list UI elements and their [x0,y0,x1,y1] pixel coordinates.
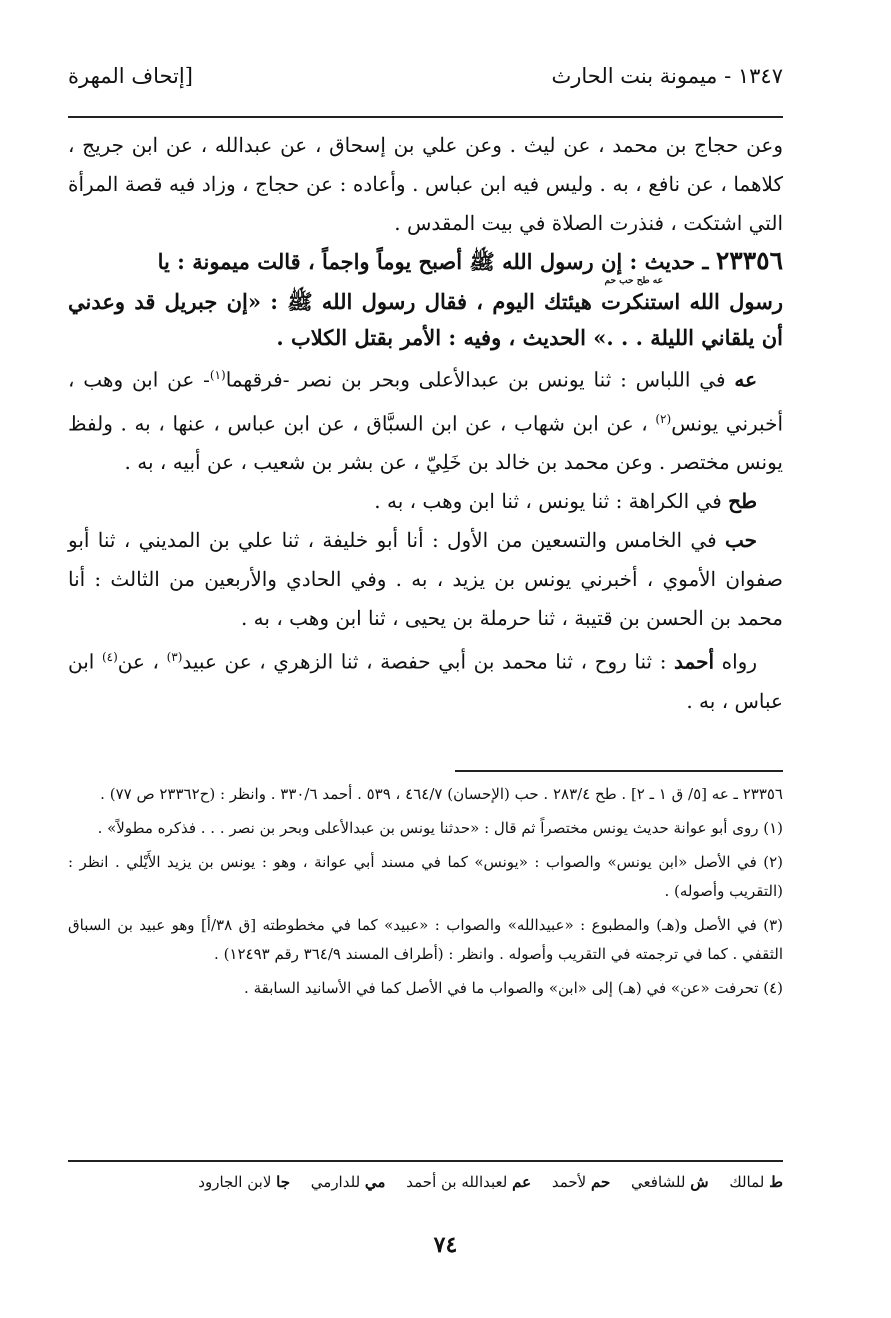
paragraph-ahmad [68,638,783,721]
hadith-heading [68,243,783,356]
footnote-marker-4[interactable]: (٤) [101,650,118,665]
paragraph-ah-text-a: في اللباس : ثنا يونس بن عبدالأعلى وبحر بن نصر -فرقهما [225,367,726,392]
paragraph-hb [68,521,783,638]
legend-item [406,1173,531,1191]
siglum-tah: طح [728,489,757,514]
hadith-label: ـ حديث : [629,249,709,274]
paragraph-ah-text-c: ، عن ابن شهاب ، عن ابن السبَّاق ، عن ابن عباس ، عنها ، به . ولفظ يونس مختصر . وعن محمد بن خالد بن خَلِيّ ، عن بشر بن شعيب ، عن أبيه ، به . [68,411,783,475]
legend-name: للشافعي [631,1173,686,1191]
hadith-text-first-line: إن رسول الله ﷺ أصبح يوماً واجماً ، قالت ميمونة : يا [157,249,623,274]
paragraph-ah-text-b: - عن ابن وهب ، أخبرني يونس [68,367,784,436]
siglum-ahmad: أحمد [674,649,715,674]
legend-code: مي [364,1173,386,1191]
legend-item [631,1173,709,1191]
paragraph-tah-text: في الكراهة : ثنا يونس ، ثنا ابن وهب ، به . [374,489,722,514]
footnote-3: (٣) في الأصل و(هـ) والمطبوع : «عبيدالله» والصواب : «عبيد» كما في مخطوطته [ق ٣٨/أ] وهو عبيد بن السباق الثقفي . كما في ترجمته في التقريب وأصوله . وانظر : (أطراف المسند ٣٦٤/٩ رقم ١٢٤٩٣) . [68,916,783,963]
legend-code: ش [690,1173,709,1191]
legend-name: للدارمي [310,1173,361,1191]
footnote-2: (٢) في الأصل «ابن يونس» والصواب : «يونس» كما في مسند أبي عوانة ، وهو : يونس بن يزيد الأَيْلي . انظر : (التقريب وأصوله) . [68,853,783,900]
legend-name: لأحمد [551,1173,587,1191]
legend-item [311,1173,386,1191]
main-text [68,126,783,721]
footnote-source: ٢٣٣٥٦ ـ عه [٥/ ق ١ ـ ٢] . طح ٢٨٣/٤ . حب (الإحسان) ٤٦٤/٧ ، ٥٣٩ . أحمد ٣٣٠/٦ . وانظر : (ح٢٣٣٦٢ ص ٧٧) . [100,785,783,803]
header-rule [68,116,783,118]
footnote-rule [455,770,783,772]
paragraph-hb-text: في الخامس والتسعين من الأول : أنا أبو خليفة ، ثنا علي بن المديني ، ثنا أبو صفوان الأموي ، أخبرني يونس بن يزيد ، به . وفي الحادي والأربعين من الثالث : أنا محمد بن الحسن بن قتيبة ، ثنا حرملة بن يحيى ، ثنا ابن وهب ، به . [68,528,783,631]
footnote-marker-2[interactable]: (٢) [655,411,672,426]
legend-code: حم [590,1173,611,1191]
legend-code: ط [769,1173,783,1191]
legend-name: لعبدالله بن أحمد [406,1173,508,1191]
paragraph-ah [68,356,783,482]
running-header-title: ١٣٤٧ - ميمونة بنت الحارث [551,64,783,88]
footnote-4: (٤) تحرفت «عن» في (هـ) إلى «ابن» والصواب ما في الأصل كما في الأسانيد السابقة . [244,979,783,997]
paragraph-ahmad-pre: رواه [721,649,757,674]
paragraph-continuation: وعن حجاج بن محمد ، عن ليث . وعن علي بن إسحاق ، عن عبدالله ، عن ابن جريج ، كلاهما ، عن نافع ، به . وليس فيه ابن عباس . وأعاده : عن حجاج ، وزاد فيه قصة المرأة التي اشتكت ، فنذرت الصلاة في بيت المقدس . [68,133,783,235]
siglum-ah: عه [734,367,757,392]
legend-rule [68,1160,783,1162]
hadith-number: ٢٣٣٥٦ [715,246,783,275]
hadith-text-rest: رسول الله استنكرت هيئتك اليوم ، فقال رسول الله ﷺ : «إن جبريل قد وعدني أن يلقاني الليلة . . .» الحديث ، وفيه : الأمر بقتل الكلاب . [68,289,783,350]
legend-name: لمالك [729,1173,765,1191]
legend-item [552,1173,610,1191]
legend-name: لابن الجارود [198,1173,272,1191]
sigla-legend [68,1167,783,1197]
paragraph-ahmad-text-b: ، عن [117,649,167,674]
footnotes [68,780,783,1008]
paragraph-ahmad-text-c: ابن عباس ، به . [68,649,783,713]
footnote-1: (١) روى أبو عوانة حديث يونس مختصراً ثم قال : «حدثنا يونس بن عبدالأعلى وبحر بن نصر . . . فذكره مطولاً» . [97,819,783,837]
page-number: ٧٤ [433,1232,458,1258]
legend-item [198,1173,290,1191]
hadith-sigla: عه طح حب حم [604,276,663,286]
running-header-book: [إتحاف المهرة [68,64,193,88]
footnote-marker-3[interactable]: (٣) [166,650,183,665]
paragraph-tah [68,482,783,521]
paragraph-ahmad-text-a: : ثنا روح ، ثنا محمد بن أبي حفصة ، ثنا الزهري ، عن عبيد [182,649,675,674]
legend-code: عم [512,1173,532,1191]
legend-code: جا [276,1173,290,1191]
legend-item [729,1173,783,1191]
siglum-hb: حب [724,528,757,553]
footnote-marker-1[interactable]: (١) [209,368,226,382]
